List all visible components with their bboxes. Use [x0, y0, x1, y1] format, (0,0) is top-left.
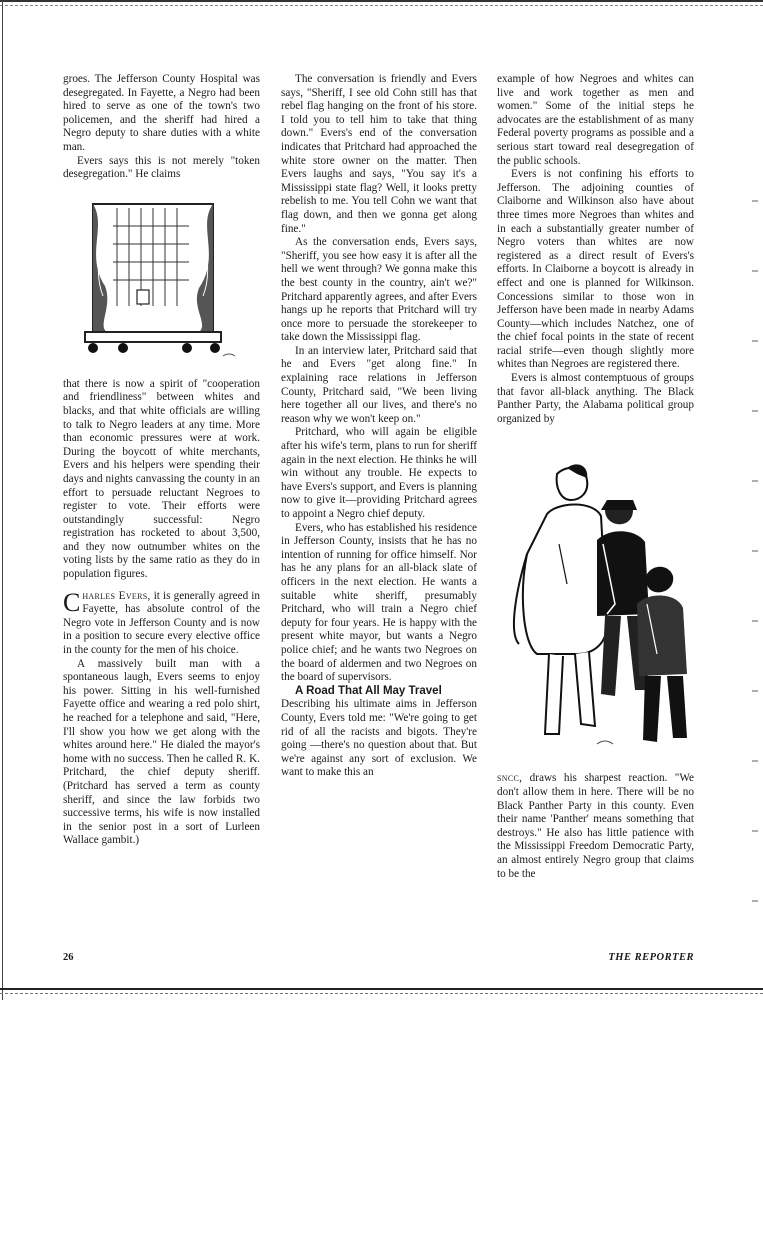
column-1: [63, 73, 260, 848]
page-left-edge: [2, 0, 3, 1000]
col3-para-4: [497, 772, 694, 881]
col2-para-2: As the conversation ends, Evers says, "Sheriff, you see how easy it is after all the hell we went through? We gonna make this the best county in the country, ain't we?" Pritchard apparently agrees, and after Evers hangs up he reports that Pritchard will try once more to persuade the storekeeper to take down the Mississippi flag.: [281, 236, 477, 344]
col3-para-3: Evers is almost contemptuous of groups that favor all-black anything. The Black Panther Party, the Alabama political group organized by: [497, 372, 694, 425]
column-3: [497, 73, 694, 881]
col2-para-3: In an interview later, Pritchard said that he and Evers "get along fine." In explaining race relations in Jefferson County, Pritchard said, "We been living here together all our lives, and there's no reason why we won't keep on.": [281, 344, 477, 425]
storefront-illustration: [77, 196, 247, 366]
page-number: 26: [63, 952, 74, 963]
bottom-rule: [0, 988, 763, 990]
col2-para-4: Pritchard, who will again be eligible after his wife's term, plans to run for sheriff again in the next election. He thinks he will win without any trouble. He expects to have Evers's support, and Evers is planning now to give it—providing Pritchard agrees to appoint a Negro chief deputy.: [281, 426, 477, 520]
col2-para-1: The conversation is friendly and Evers says, "Sheriff, I see old Cohn still has that rebel flag hanging on the front of his store. I told you to tell him to take that thing down." Evers's end of the conversation indicates that Pritchard had approached the white store owner on the matter. Then Evers laughs and says, "You say it's a Mississippi state flag? Well, it looks pretty rebelish to me. You tell Cohn we want that flag down, and then we gonna get along fine.": [281, 73, 477, 235]
top-rule: [0, 0, 763, 8]
col1-para-5: A massively built man with a spontaneous laugh, Evers seems to enjoy his power. Sitting in his well-furnished Fayette office and wearing a red polo shirt, he reached for a telephone and said, "Here, I'll show you how we get along with the whites around here." He dialed the mayor's home with no success. Then he called R. K. Pritchard, the chief deputy sheriff. (Pritchard has served a term as county sheriff, and since the law forbids two successive terms, his wife is now installed in the senior post in a sort of Lurleen Wallace gambit.): [63, 657, 260, 847]
sncc-smallcaps: sncc,: [497, 772, 523, 785]
col1-para-1: groes. The Jefferson County Hospital was desegregated. In Fayette, a Negro had been hired to serve as one of the town's two policemen, and the sheriff had hired a Negro deputy to share duties with a white man.: [63, 73, 260, 153]
column-2: [281, 73, 477, 780]
section-subhead: A Road That All May Travel: [295, 684, 442, 697]
men-walking-illustration: [497, 444, 697, 756]
col1-para-4-smallcaps: harles Evers,: [82, 589, 151, 602]
col3-para-2: Evers is not confining his efforts to Jefferson. The adjoining counties of Claiborne and Wilkinson also have about three times more Negroes than whites and in each a substantially greater number of Negro voters than whites are now registered as a direct result of Evers's efforts. In Claiborne a boycott is already in effect and one is planned for Wilkinson. Concessions similar to those won in Jefferson have been made in nearby Adams County—which includes Natchez, one of the chief focal points in the state of recent racial strife—even though slightly more whites than Negroes are registered there.: [497, 168, 694, 371]
magazine-name: THE REPORTER: [608, 952, 694, 963]
col2-para-5: Evers, who has established his residence in Jefferson County, insists that he has no intention of running for office himself. Nor has he any plans for an all-black slate of officers in the next election. He wants a suitable white sheriff, presumably Pritchard, who will train a Negro chief deputy for four years. He is happy with the present white mayor, but wants a Negro police chief; and he wants two Negroes on the board of aldermen and two Negroes on the board of supervisors.: [281, 521, 477, 684]
col1-para-4-text: it is generally agreed in Fayette, has absolute control of the Negro vote in Jefferson County and is now in a position to secure every elective office in the county for the men of his choice.: [63, 589, 260, 657]
col2-para-6: Describing his ultimate aims in Jefferson County, Evers told me: "We're going to get rid of all the racists and bigots. They're going —there's no question about that. But we're against any sort of exclusion. We want to make this an: [281, 698, 477, 779]
drop-cap: C: [63, 587, 81, 617]
col1-para-4: [63, 587, 260, 658]
col3-para-1: example of how Negroes and whites can live and work together as men and women." Some of the initial steps he advocates are the establishment of as many Federal poverty programs as possible and a serious start toward real desegregation of the public schools.: [497, 73, 694, 167]
scan-margin-specks: [752, 160, 758, 960]
col1-para-3: that there is now a spirit of "cooperation and friendliness" between whites and blacks, and that white officials are willing to talk to Negro leaders at any time. More than economic pressures were at work. During the boycott of white merchants, Evers and his helpers were spending their days and nights canvassing the county in an effort to persuade reluctant Negroes to register to vote. Their efforts were outstandingly successful: Negro registration has rocketed to about 3,500, and they now outnumber whites on the voting lists by the same ratio as they do in population figures.: [63, 377, 260, 581]
col1-para-2: Evers says this is not merely "token desegregation." He claims: [63, 154, 260, 181]
col3-para-4-text: draws his sharpest reaction. "We don't allow them in here. There will be no Black Panther Party in this county. Even their name 'Panther' means something that destroys." He also has little patience with the Mississippi Freedom Democratic Party, an almost entirely Negro group that claims to be the: [497, 772, 694, 880]
